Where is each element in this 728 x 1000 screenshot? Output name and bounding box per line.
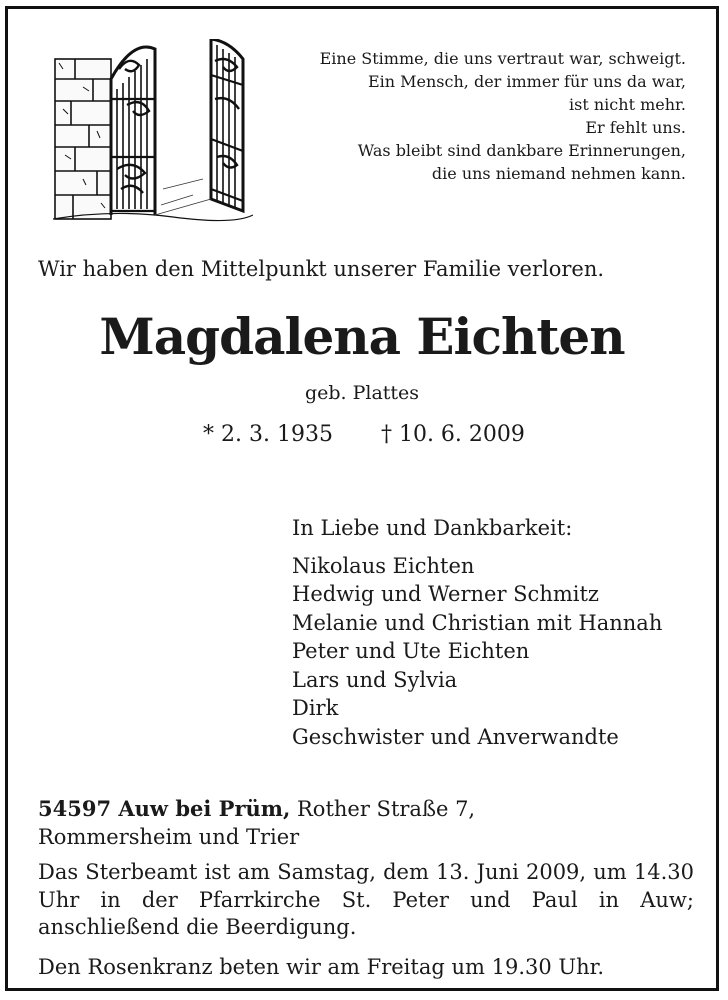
- birth-name: geb. Plattes: [304, 382, 420, 404]
- death-date: † 10. 6. 2009: [380, 422, 525, 447]
- poem-line: Eine Stimme, die uns vertraut war, schweigt.: [319, 49, 686, 68]
- deceased-name: Magdalena Eichten: [99, 307, 625, 366]
- mourner-name: Dirk: [292, 696, 339, 720]
- gate-illustration: [53, 39, 253, 225]
- funeral-service-text: Das Sterbeamt ist am Samstag, dem 13. Juni 2009, um 14.30 Uhr in der Pfarrkirche St. Peter und Paul in Auw; anschließend die Beerdigung.: [38, 860, 694, 939]
- poem-line: Ein Mensch, der immer für uns da war,: [367, 72, 686, 91]
- memorial-poem: [266, 47, 686, 185]
- rosary-text: Den Rosenkranz beten wir am Freitag um 19.30 Uhr.: [38, 955, 605, 979]
- poem-line: Er fehlt uns.: [585, 118, 686, 137]
- mourner-name: Geschwister und Anverwandte: [292, 724, 619, 749]
- mourner-name: Nikolaus Eichten: [292, 553, 475, 578]
- life-dates: [203, 422, 525, 447]
- left-gate: [111, 47, 155, 215]
- mourner-name: Peter und Ute Eichten: [292, 639, 530, 663]
- poem-line: die uns niemand nehmen kann.: [431, 164, 686, 183]
- mourners-list: [292, 514, 662, 751]
- address-street: Rother Straße 7,: [297, 797, 476, 821]
- right-gate: [211, 39, 243, 211]
- mourner-name: Lars und Sylvia: [292, 667, 458, 692]
- poem-line: Was bleibt sind dankbare Erinnerungen,: [357, 141, 686, 160]
- stone-pillar: [55, 59, 111, 219]
- mourner-name: Hedwig und Werner Schmitz: [292, 582, 599, 606]
- mourners-heading: In Liebe und Dankbarkeit:: [292, 516, 573, 540]
- intro-text: Wir haben den Mittelpunkt unserer Familie verloren.: [38, 257, 605, 281]
- address-block: [38, 795, 475, 851]
- address-town: 54597 Auw bei Prüm,: [38, 796, 291, 821]
- address-line2: Rommersheim und Trier: [38, 825, 300, 849]
- mourner-name: Melanie und Christian mit Hannah: [292, 610, 663, 635]
- poem-line: ist nicht mehr.: [569, 95, 686, 114]
- birth-date: * 2. 3. 1935: [203, 422, 333, 447]
- obituary-notice: [5, 6, 719, 991]
